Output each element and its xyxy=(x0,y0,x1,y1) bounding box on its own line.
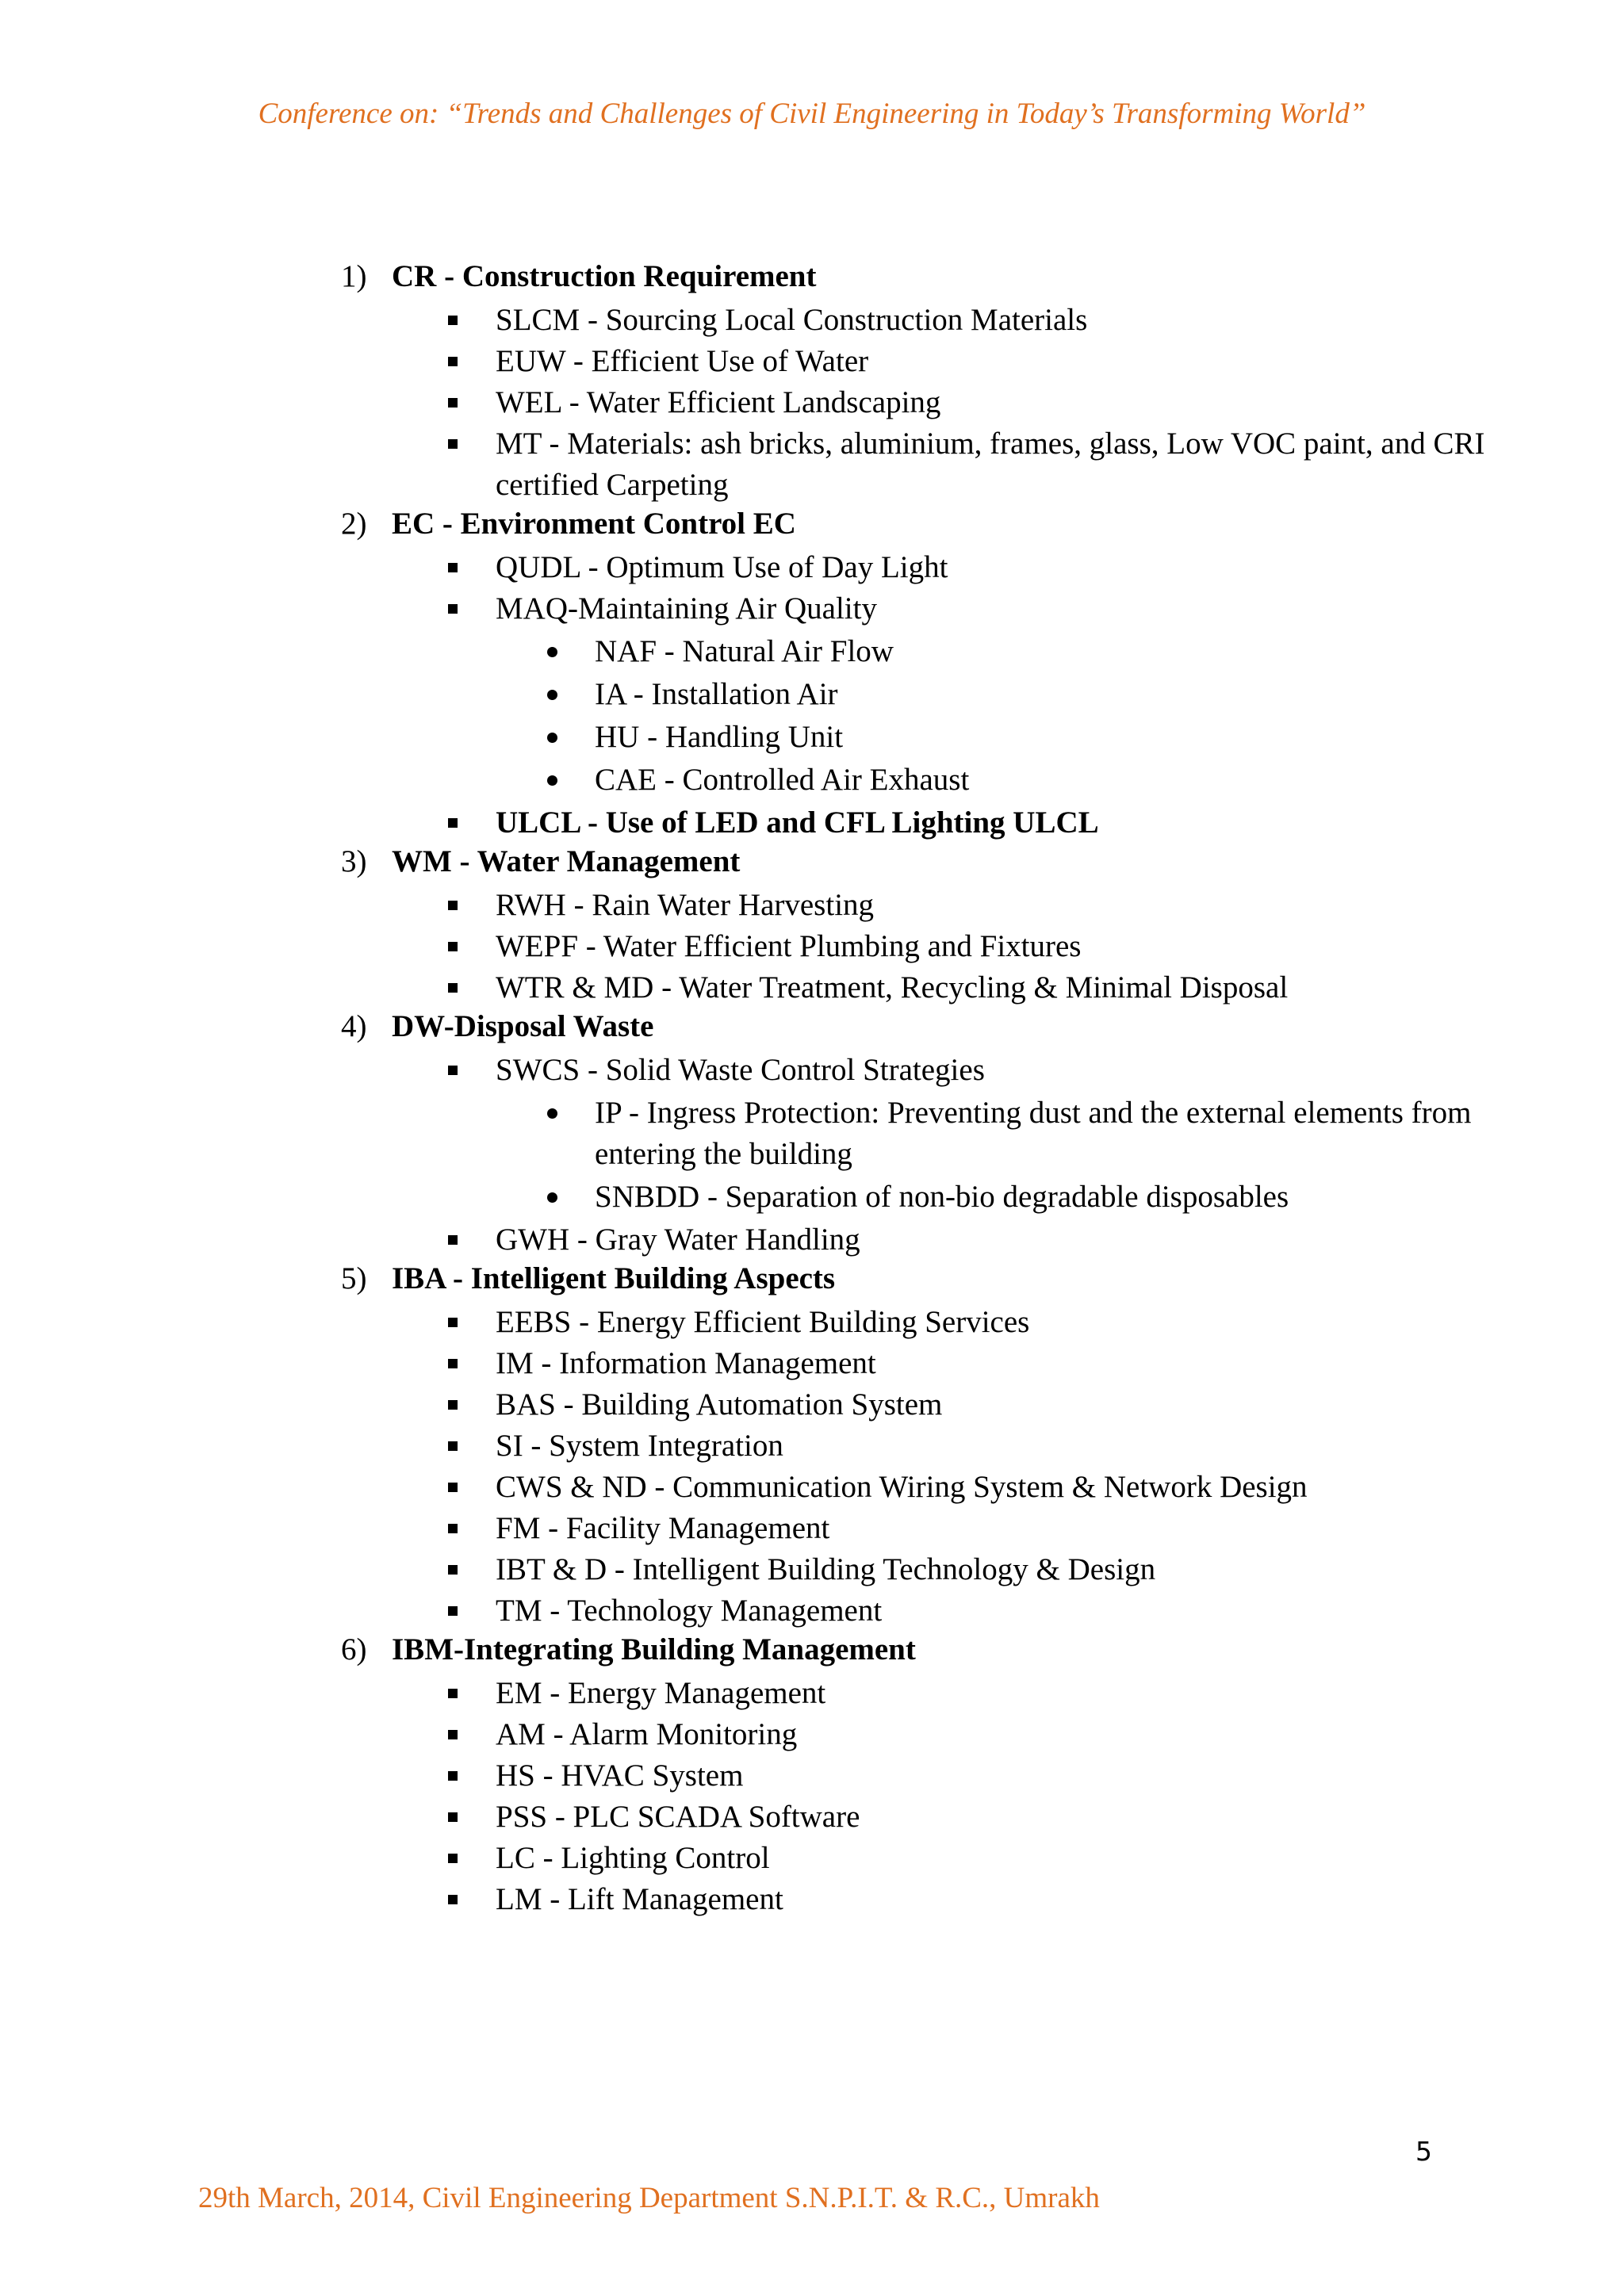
square-bullet-icon xyxy=(448,439,458,449)
section-heading xyxy=(341,258,1530,300)
square-bullet-icon xyxy=(448,1483,458,1492)
section-title: IBM-Integrating Building Management xyxy=(392,1632,916,1667)
section-number: 1) xyxy=(341,259,367,293)
list-item-text: TM - Technology Management xyxy=(496,1594,883,1628)
sub-list-item xyxy=(341,1177,1530,1218)
list-item-text: SI - System Integration xyxy=(496,1429,783,1463)
list-item xyxy=(341,1050,1530,1091)
list-item xyxy=(341,1838,1530,1879)
round-bullet-icon xyxy=(547,690,557,700)
sub-list-item-text: IA - Installation Air xyxy=(595,677,838,711)
square-bullet-icon xyxy=(448,1318,458,1327)
list-item-text: WEPF - Water Efficient Plumbing and Fixtures xyxy=(496,929,1082,963)
list-item-text: MAQ-Maintaining Air Quality xyxy=(496,591,877,626)
list-item xyxy=(341,967,1530,1008)
list-item-text: FM - Facility Management xyxy=(496,1511,830,1545)
square-bullet-icon xyxy=(448,604,458,614)
list-item-text: EM - Energy Management xyxy=(496,1676,826,1710)
section-title: IBA - Intelligent Building Aspects xyxy=(392,1261,836,1295)
section-heading xyxy=(341,1008,1530,1050)
list-item xyxy=(341,1797,1530,1838)
list-item-text: CWS & ND - Communication Wiring System & Network Design xyxy=(496,1470,1308,1504)
square-bullet-icon xyxy=(448,1854,458,1863)
list-item xyxy=(341,1343,1530,1384)
square-bullet-icon xyxy=(448,1812,458,1822)
list-item-text: SLCM - Sourcing Local Construction Materials xyxy=(496,303,1088,337)
list-item xyxy=(341,926,1530,967)
round-bullet-icon xyxy=(547,775,557,786)
list-item-text: WTR & MD - Water Treatment, Recycling & Minimal Disposal xyxy=(496,970,1289,1004)
list-item-text: WEL - Water Efficient Landscaping xyxy=(496,385,941,419)
list-item xyxy=(341,1425,1530,1467)
list-item-text: EEBS - Energy Efficient Building Services xyxy=(496,1305,1030,1339)
square-bullet-icon xyxy=(448,901,458,910)
sub-list-item-text: CAE - Controlled Air Exhaust xyxy=(595,763,970,797)
list-item xyxy=(341,1714,1530,1755)
list-item xyxy=(341,1384,1530,1425)
section-number: 2) xyxy=(341,507,367,541)
list-item-text: AM - Alarm Monitoring xyxy=(496,1717,798,1751)
square-bullet-icon xyxy=(448,983,458,993)
list-item-text: GWH - Gray Water Handling xyxy=(496,1223,860,1257)
list-item-text: RWH - Rain Water Harvesting xyxy=(496,888,875,922)
round-bullet-icon xyxy=(547,1192,557,1203)
list-item xyxy=(341,1508,1530,1549)
page-number: 5 xyxy=(1415,2136,1432,2167)
square-bullet-icon xyxy=(448,1771,458,1781)
list-item-text: LC - Lighting Control xyxy=(496,1841,770,1875)
sub-list-item-text: SNBDD - Separation of non-bio degradable disposables xyxy=(595,1180,1289,1214)
list-item xyxy=(341,1549,1530,1590)
list-item xyxy=(341,1219,1530,1261)
list-item xyxy=(341,341,1530,382)
list-item-text: EUW - Efficient Use of Water xyxy=(496,344,869,378)
list-item-text: IBT & D - Intelligent Building Technology & Design xyxy=(496,1552,1156,1586)
section-number: 6) xyxy=(341,1632,367,1667)
section-title: WM - Water Management xyxy=(392,844,741,878)
list-item-text: QUDL - Optimum Use of Day Light xyxy=(496,550,948,584)
square-bullet-icon xyxy=(448,563,458,572)
section-title: EC - Environment Control EC xyxy=(392,507,796,541)
list-item-text: MT - Materials: ash bricks, aluminium, frames, glass, Low VOC paint, and CRI certified Carpeting xyxy=(496,427,1485,502)
sub-list-item-text: NAF - Natural Air Flow xyxy=(595,634,894,668)
square-bullet-icon xyxy=(448,1730,458,1739)
sub-list-item xyxy=(341,1093,1530,1175)
sub-list-item xyxy=(341,631,1530,672)
section-heading xyxy=(341,844,1530,885)
section-number: 3) xyxy=(341,844,367,878)
section-number: 4) xyxy=(341,1009,367,1043)
square-bullet-icon xyxy=(448,1359,458,1368)
list-item-text: ULCL - Use of LED and CFL Lighting ULCL xyxy=(496,806,1099,840)
list-item xyxy=(341,382,1530,423)
sub-list-item-text: HU - Handling Unit xyxy=(595,720,844,754)
square-bullet-icon xyxy=(448,942,458,951)
list-item-text: IM - Information Management xyxy=(496,1346,876,1380)
list-item xyxy=(341,423,1530,506)
square-bullet-icon xyxy=(448,1524,458,1533)
square-bullet-icon xyxy=(448,357,458,366)
sub-list-item xyxy=(341,760,1530,801)
square-bullet-icon xyxy=(448,398,458,408)
section-title: CR - Construction Requirement xyxy=(392,259,817,293)
section-title: DW-Disposal Waste xyxy=(392,1009,654,1043)
square-bullet-icon xyxy=(448,1606,458,1616)
list-item xyxy=(341,588,1530,629)
list-item xyxy=(341,1302,1530,1343)
round-bullet-icon xyxy=(547,733,557,743)
list-item xyxy=(341,1590,1530,1632)
square-bullet-icon xyxy=(448,1066,458,1075)
list-item xyxy=(341,1673,1530,1714)
list-item-text: SWCS - Solid Waste Control Strategies xyxy=(496,1053,985,1087)
running-header: Conference on: “Trends and Challenges of Civil Engineering in Today’s Transforming World” xyxy=(258,98,1366,130)
list-item xyxy=(341,1755,1530,1797)
list-item xyxy=(341,802,1530,844)
outline-list xyxy=(341,258,1530,1920)
square-bullet-icon xyxy=(448,1689,458,1698)
list-item-text: PSS - PLC SCADA Software xyxy=(496,1800,860,1834)
round-bullet-icon xyxy=(547,647,557,657)
running-footer: 29th March, 2014, Civil Engineering Department S.N.P.I.T. & R.C., Umrakh xyxy=(198,2182,1100,2214)
list-item xyxy=(341,1879,1530,1920)
list-item xyxy=(341,1467,1530,1508)
list-item xyxy=(341,885,1530,926)
square-bullet-icon xyxy=(448,316,458,325)
list-item-text: LM - Lift Management xyxy=(496,1882,783,1916)
sub-list-item xyxy=(341,717,1530,758)
section-heading xyxy=(341,1632,1530,1673)
section-number: 5) xyxy=(341,1261,367,1295)
section-heading xyxy=(341,506,1530,547)
square-bullet-icon xyxy=(448,1441,458,1451)
sub-list-item-text: IP - Ingress Protection: Preventing dust and the external elements from entering the building xyxy=(595,1096,1472,1171)
section-heading xyxy=(341,1261,1530,1302)
list-item-text: HS - HVAC System xyxy=(496,1758,744,1793)
square-bullet-icon xyxy=(448,818,458,828)
list-item-text: BAS - Building Automation System xyxy=(496,1387,943,1422)
square-bullet-icon xyxy=(448,1895,458,1904)
square-bullet-icon xyxy=(448,1565,458,1575)
list-item xyxy=(341,300,1530,341)
round-bullet-icon xyxy=(547,1108,557,1119)
sub-list-item xyxy=(341,674,1530,715)
square-bullet-icon xyxy=(448,1235,458,1245)
square-bullet-icon xyxy=(448,1400,458,1410)
list-item xyxy=(341,547,1530,588)
